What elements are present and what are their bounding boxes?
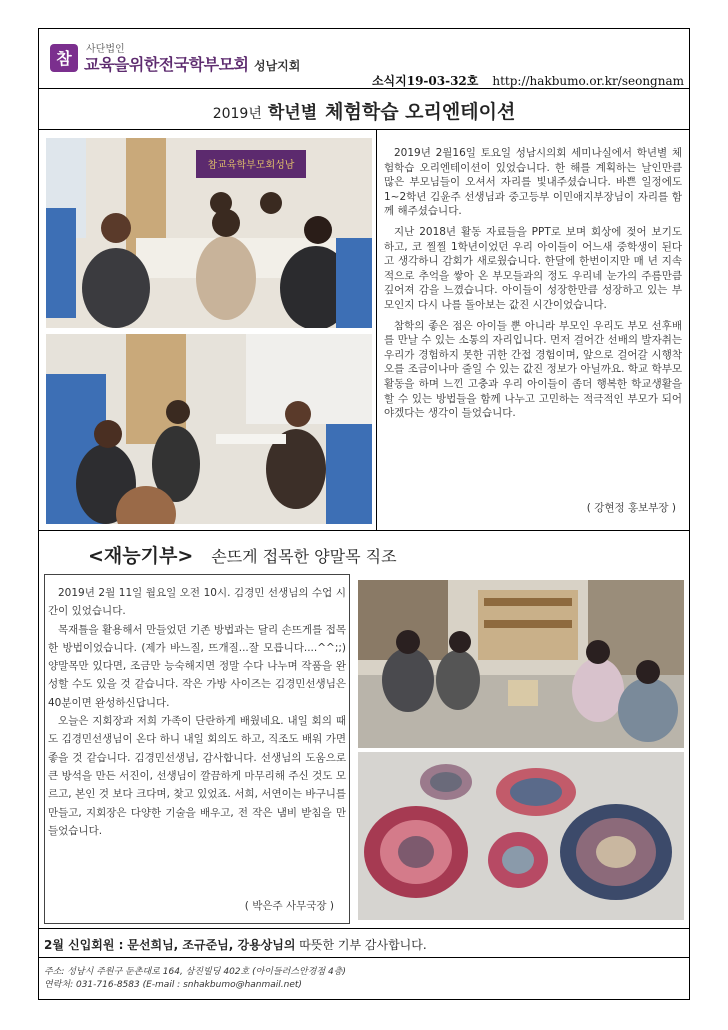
header (38, 28, 690, 88)
section2-title (38, 530, 690, 574)
column-divider (376, 130, 377, 530)
thanks-message: 따뜻한 기부 감사합니다. (299, 938, 427, 952)
photo-orientation-meeting (46, 138, 372, 328)
section1-paragraph: 2019년 2월16일 토요일 성남시의회 세미나실에서 학년별 체험학습 오리엔테이션이 있었습니다. 한 해를 계획하는 날인만큼 많은 부모님들이 오셔서 자리를 빛내주셨습니다. 바쁜 일정에도 1~2학년 김윤주 선생님과 중고등부 이민애지부장님이 자리를 함께 해주셨습니다. (384, 147, 682, 218)
org-branch: 성남지회 (254, 59, 301, 73)
new-members-thanks (38, 928, 690, 958)
section2-paragraph: 목재틀을 활용해서 만들었던 기존 방법과는 달리 손뜨게를 접목한 방법이었습니다. (제가 바느질, 뜨개질...잘 모릅니다....^^;;) 양말목만 있다면, 조금만 능숙해지면 정말 수다 나누며 작품을 완성할 수도 있을 것 같습니다. 작은 가방 사이즈는 김경민선생님은 40분이면 완성하신답니다. (48, 623, 346, 709)
section1-title-part2: 체험학습 오리엔테이션 (325, 101, 516, 123)
section1-paragraph: 참학의 좋은 점은 아이들 뿐 아니라 부모인 우리도 부모 선후배를 만날 수 있는 소통의 자리입니다. 먼저 걸어간 선배의 발자취는 우리가 경험하지 못한 귀한 간접 경험이며, 앞으로 걸어갈 시행착오를 조금이나마 줄일 수 있는 값진 정보가 아닐까요. 학교 학부모 활동을 하며 느낀 고충과 우리 아이들이 좀더 행복한 학교생활을 할 수 있는 방법들을 함께 나누고 고민하는 적극적인 부모가 되어야겠다는 생각이 들었습니다. (384, 319, 682, 420)
section2-paragraph: 오늘은 지회장과 저희 가족이 단란하게 배웠네요. 내일 회의 때도 김경민선생님이 온다 하니 내일 회의도 하고, 직조도 배워 가면 좋을 것 같습니다. 김경민선생님, 감사합니다. 선생님의 도움으로 큰 방석을 만든 서진이, 선생님이 깔끔하게 마무리해 주신 것도 모르고, 본인 것 보다 크다며, 찾고 있었죠. 서희, 서연이는 바구니를 만들고, 지회장은 다양한 기술을 배우고, 전 작은 냄비 받침을 만들었습니다. (48, 715, 346, 837)
org-name: 교육을위한전국학부모회 (84, 55, 249, 74)
section1-title-part1: 학년별 (267, 103, 318, 123)
photo-woven-crafts (358, 752, 684, 920)
section2-title-sub: 손뜨게 접목한 양말목 직조 (211, 547, 397, 566)
footer-address: 주소: 성남시 주원구 둔촌대로 164, 삼진빌딩 402호 (아이들러스안경점 4층) (44, 967, 346, 977)
section1-title (38, 88, 690, 130)
section1-title-year: 2019년 (212, 106, 262, 122)
section2-article (48, 584, 346, 840)
org-type: 사단법인 (86, 44, 125, 55)
svg-text:참: 참 (56, 49, 72, 68)
photo-weaving-class (358, 580, 684, 748)
footer-contact: 연락처: 031-716-8583 (E-mail : snhakbumo@hanmail.net) (44, 980, 302, 990)
photo-banner-text: 참교육학부모회성남 (207, 160, 295, 171)
footer (44, 966, 346, 992)
section2-paragraph: 2019년 2월 11일 월요일 오전 10시. 김경민 선생님의 수업 시간이 있었습니다. (48, 587, 346, 618)
section1-signature: ( 강현정 홍보부장 ) (586, 502, 676, 514)
section2-signature: ( 박은주 사무국장 ) (244, 900, 334, 912)
new-members-names: 문선희님, 조규준님, 강용상님의 (127, 938, 296, 952)
issue-line (372, 72, 684, 89)
org-logo-icon (50, 44, 78, 72)
photo-parents-discussion (46, 334, 372, 524)
issue-number: 소식지19-03-32호 (371, 74, 479, 88)
new-members-label: 2월 신입회원 : (44, 938, 124, 952)
website-link[interactable]: http://hakbumo.or.kr/seongnam (492, 74, 684, 88)
section2-title-main: <재능기부> (88, 545, 194, 567)
section1-article (384, 146, 682, 427)
section1-paragraph: 지난 2018년 활동 자료들을 PPT로 보며 회상에 젖어 보기도 하고, 코 찔찔 1학년이었던 우리 아이들이 어느새 중학생이 된다고 생각하니 감회가 새로웠습니다. 한달에 한번이지만 매 년 지속적으로 추억을 쌓아 온 부모들과의 정도 우리네 눈가의 주름만큼 깊어져 감을 느꼈습니다. 아이들이 성장한만큼 성장하고 있는 부모인지 다시 나를 돌아보는 값진 시간이었습니다. (384, 225, 682, 311)
